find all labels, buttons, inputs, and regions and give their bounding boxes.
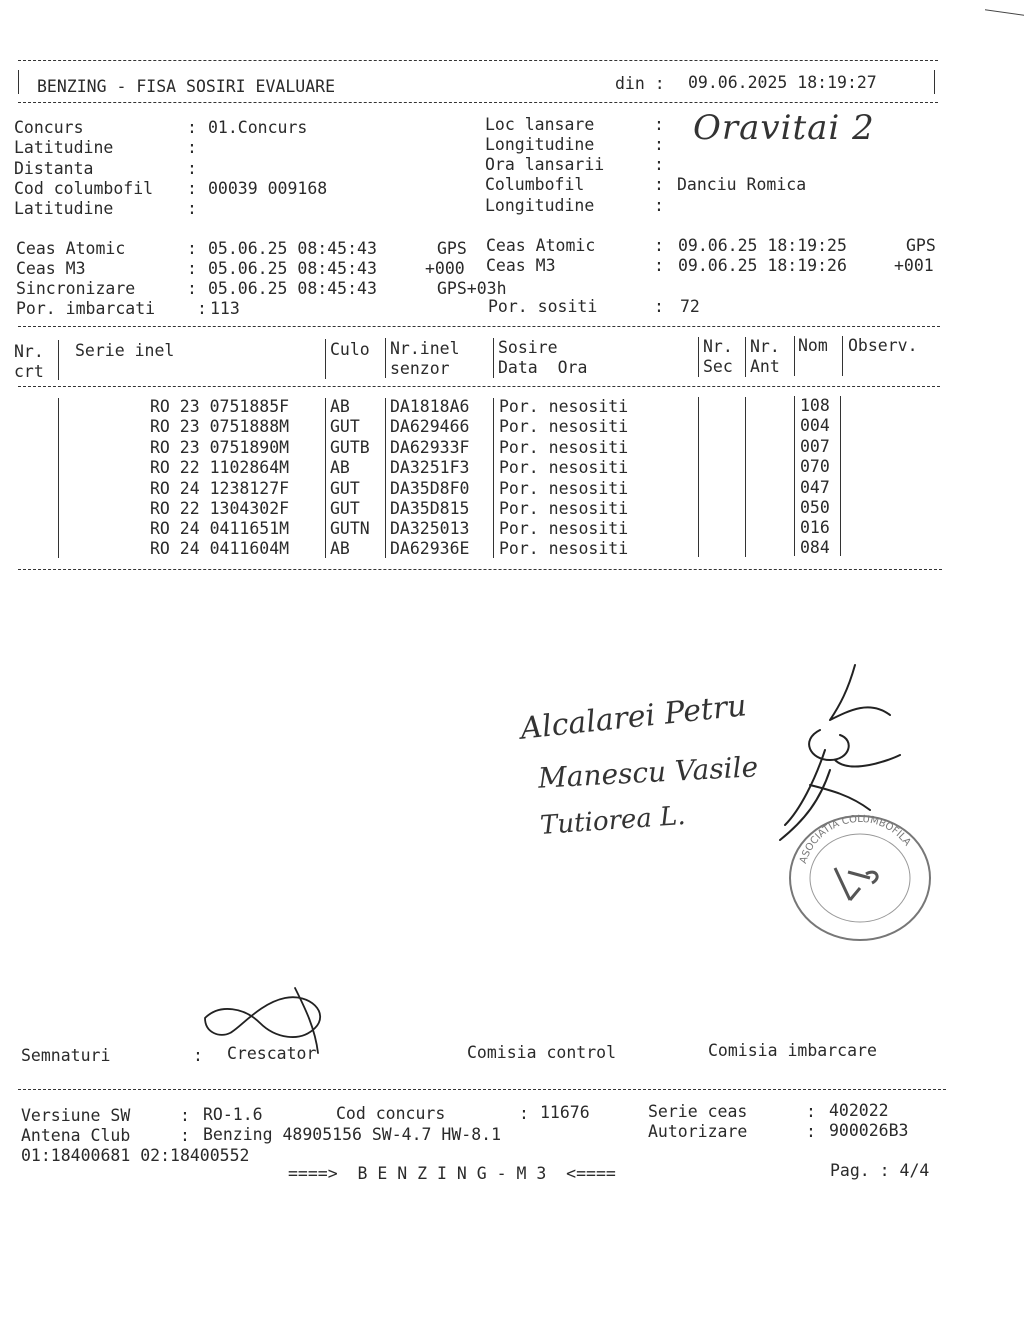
cell-culo: GUTB: [330, 438, 370, 457]
cell-serie: RO 24 1238127F: [150, 479, 290, 498]
cell-sosire: Por. nesositi: [499, 519, 629, 538]
header-left-border: [18, 70, 19, 94]
signature-comisia-imbarcare: Comisia imbarcare: [708, 1041, 877, 1060]
cell-nom: 047: [800, 478, 830, 497]
cell-senzor: DA62936E: [390, 539, 470, 558]
header-right-border: [934, 70, 935, 94]
info-label: Ora lansarii: [485, 155, 605, 174]
separator-line: [18, 102, 938, 103]
footer-label: Serie ceas: [648, 1102, 748, 1121]
header-serie-inel: Serie inel: [75, 341, 175, 360]
cell-culo: GUTN: [330, 519, 370, 538]
cell-serie: RO 23 0751890M: [150, 438, 290, 457]
clock-value: 05.06.25 08:45:43: [208, 259, 377, 278]
cell-nom: 016: [800, 518, 830, 537]
cell-culo: GUT: [330, 417, 360, 436]
table-row: [0, 458, 1024, 478]
page-number: Pag. : 4/4: [830, 1161, 930, 1180]
signature-crescator: Crescator: [227, 1044, 317, 1063]
clock-extra: GPS+03h: [437, 279, 507, 298]
info-label: Columbofil: [485, 175, 585, 194]
footer-label: Cod concurs: [336, 1104, 446, 1123]
handwritten-location: Oravitai 2: [693, 108, 875, 148]
table-row: [0, 397, 1024, 417]
club-stamp: [780, 808, 940, 942]
cell-sosire: Por. nesositi: [499, 479, 629, 498]
clock-label: Ceas M3: [486, 256, 556, 275]
footer-value: Benzing 48905156 SW-4.7 HW-8.1: [203, 1125, 502, 1144]
separator-line: [18, 1089, 946, 1090]
clock-value: 09.06.25 18:19:25: [678, 236, 847, 255]
table-row: [0, 479, 1024, 499]
cell-culo: GUT: [330, 499, 360, 518]
cell-serie: RO 23 0751885F: [150, 397, 290, 416]
separator-line: [18, 60, 938, 61]
clock-label: Ceas M3: [16, 259, 86, 278]
info-label: Loc lansare: [485, 115, 595, 134]
info-value: 01.Concurs: [208, 118, 308, 137]
cell-serie: RO 22 1102864M: [150, 458, 290, 477]
cell-sosire: Por. nesositi: [499, 397, 629, 416]
footer-value: RO-1.6: [203, 1105, 263, 1124]
header-nr-crt: Nr.: [14, 342, 44, 361]
info-label: Latitudine: [14, 199, 114, 218]
clock-extra: +000: [425, 259, 465, 278]
cell-nom: 084: [800, 538, 830, 557]
cell-nom: 108: [800, 396, 830, 415]
separator-line: [18, 326, 940, 327]
footer-label: Autorizare: [648, 1122, 748, 1141]
cell-senzor: DA3251F3: [390, 458, 470, 477]
clock-value: 05.06.25 08:45:43: [208, 239, 377, 258]
handwritten-name: Alcalarei Petru: [518, 688, 749, 747]
cell-culo: AB: [330, 397, 350, 416]
scan-artifact: [985, 0, 1024, 16]
handwritten-name: Manescu Vasile: [537, 750, 759, 795]
table-row: [0, 539, 1024, 559]
info-label: Latitudine: [14, 138, 114, 157]
cell-sosire: Por. nesositi: [499, 499, 629, 518]
separator-line: [18, 386, 940, 387]
stamp-text: ASOCIATIA COLUMBOFILA: [798, 813, 913, 866]
cell-senzor: DA629466: [390, 417, 470, 436]
clock-value: 113: [210, 299, 240, 318]
info-label: Longitudine: [485, 196, 595, 215]
clock-value: 05.06.25 08:45:43: [208, 279, 377, 298]
cell-nom: 070: [800, 457, 830, 476]
cell-culo: AB: [330, 458, 350, 477]
cell-senzor: DA325013: [390, 519, 470, 538]
cell-senzor: DA1818A6: [390, 397, 470, 416]
info-value: Danciu Romica: [677, 175, 807, 194]
cell-sosire: Por. nesositi: [499, 438, 629, 457]
cell-senzor: DA62933F: [390, 438, 470, 457]
cell-culo: AB: [330, 539, 350, 558]
header-nom: Nom: [798, 336, 828, 355]
clock-label: Ceas Atomic: [16, 239, 126, 258]
cell-sosire: Por. nesositi: [499, 539, 629, 558]
info-label: Distanta: [14, 159, 94, 178]
header-nr-inel: Nr.inel: [390, 339, 460, 358]
table-row: [0, 499, 1024, 519]
cell-nom: 004: [800, 416, 830, 435]
date-label: din :: [615, 74, 665, 93]
clock-label: Por. sositi: [488, 297, 598, 316]
clock-label: Ceas Atomic: [486, 236, 596, 255]
clock-value: 09.06.25 18:19:26: [678, 256, 847, 275]
clock-label: Por. imbarcati: [16, 299, 156, 318]
separator-line: [18, 569, 942, 570]
cell-culo: GUT: [330, 479, 360, 498]
cell-senzor: DA35D815: [390, 499, 470, 518]
info-label: Longitudine: [485, 135, 595, 154]
info-value: 00039 009168: [208, 179, 328, 198]
cell-serie: RO 22 1304302F: [150, 499, 290, 518]
clock-label: Sincronizare: [16, 279, 136, 298]
cell-serie: RO 24 0411651M: [150, 519, 290, 538]
info-label: Cod columbofil: [14, 179, 154, 198]
cell-senzor: DA35D8F0: [390, 479, 470, 498]
signatures-label: Semnaturi: [21, 1046, 111, 1065]
clock-extra: GPS: [437, 239, 467, 258]
header-observ: Observ.: [848, 336, 918, 355]
footer-value: 402022: [829, 1101, 889, 1120]
cell-nom: 007: [800, 437, 830, 456]
footer-label: Antena Club: [21, 1126, 131, 1145]
clock-extra: +001: [894, 256, 934, 275]
document-title: BENZING - FISA SOSIRI EVALUARE: [37, 77, 336, 96]
table-row: [0, 519, 1024, 539]
cell-sosire: Por. nesositi: [499, 458, 629, 477]
footer-value: 11676: [540, 1103, 590, 1122]
footer-label: Versiune SW: [21, 1106, 131, 1125]
info-label: Concurs: [14, 118, 84, 137]
footer-ids: 01:18400681 02:18400552: [21, 1146, 250, 1165]
cell-serie: RO 23 0751888M: [150, 417, 290, 436]
cell-sosire: Por. nesositi: [499, 417, 629, 436]
header-nr-ant: Nr.: [750, 337, 780, 356]
footer-value: 900026B3: [829, 1121, 909, 1140]
footer-brand: ====> B E N Z I N G - M 3 <====: [288, 1164, 616, 1183]
cell-nom: 050: [800, 498, 830, 517]
header-nr-sec: Nr.: [703, 337, 733, 356]
cell-serie: RO 24 0411604M: [150, 539, 290, 558]
signature-comisia-control: Comisia control: [467, 1043, 617, 1062]
table-row: [0, 417, 1024, 437]
handwritten-name: Tutiorea L.: [539, 800, 687, 842]
header-culo: Culo: [330, 340, 370, 359]
date-value: 09.06.2025 18:19:27: [688, 73, 877, 92]
header-sosire: Sosire: [498, 338, 558, 357]
table-row: [0, 438, 1024, 458]
clock-extra: GPS: [906, 236, 936, 255]
clock-value: 72: [680, 297, 700, 316]
